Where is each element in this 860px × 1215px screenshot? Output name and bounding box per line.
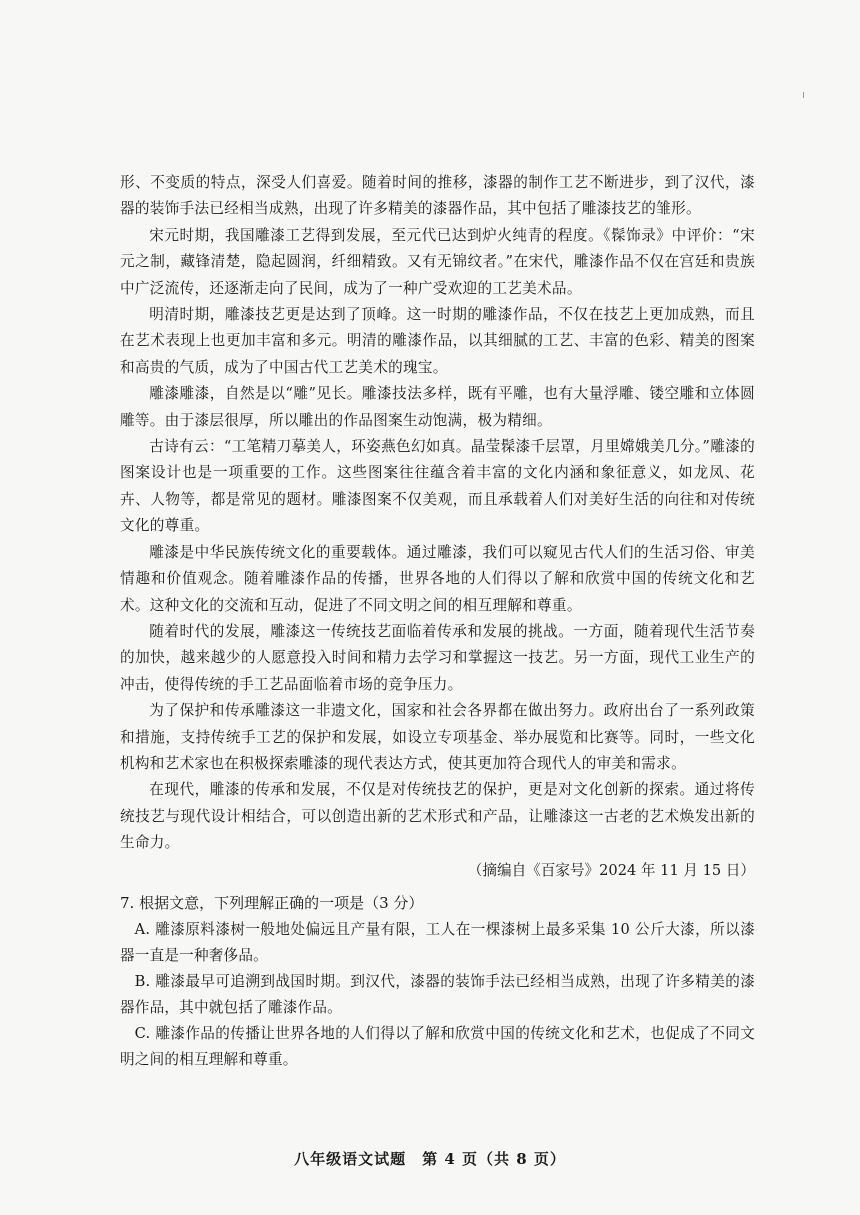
- main-content: [120, 170, 755, 1073]
- passage-paragraph: 形、不变质的特点，深受人们喜爱。随着时间的推移，漆器的制作工艺不断进步，到了汉代，漆器的装饰手法已经相当成熟，出现了许多精美的漆器作品，其中包括了雕漆技艺的雏形。: [120, 174, 755, 218]
- passage-paragraph: 随着时代的发展，雕漆这一传统技艺面临着传承和发展的挑战。一方面，随着现代生活节奏的加快，越来越少的人愿意投入时间和精力去学习和掌握这一技艺。另一方面，现代工业生产的冲击，使得传统的手工艺品面临着市场的竞争压力。: [120, 622, 755, 693]
- passage-paragraph: 明清时期，雕漆技艺更是达到了顶峰。这一时期的雕漆作品，不仅在技艺上更加成熟，而且在艺术表现上也更加丰富和多元。明清的雕漆作品，以其细腻的工艺、丰富的色彩、精美的图案和高贵的气质，成为了中国古代工艺美术的瑰宝。: [120, 306, 755, 376]
- passage-paragraph: 在现代，雕漆的传承和发展，不仅是对传统技艺的保护，更是对文化创新的探索。通过将传统技艺与现代设计相结合，可以创造出新的艺术形式和产品，让雕漆这一古老的艺术焕发出新的生命力。: [120, 781, 755, 852]
- option-c: C. 雕漆作品的传播让世界各地的人们得以了解和欣赏中国的传统文化和艺术，也促成了不同文明之间的相互理解和尊重。: [120, 1024, 755, 1068]
- reading-passage: [120, 170, 755, 885]
- option-a: A. 雕漆原料漆树一般地处偏远且产量有限，工人在一棵漆树上最多采集 10 公斤大漆，所以漆器一直是一种奢侈品。: [120, 920, 755, 964]
- passage-paragraph: 宋元时期，我国雕漆工艺得到发展，至元代已达到炉火纯青的程度。《髹饰录》中评价：“宋元之制，藏锋清楚，隐起圆润，纤细精致。又有无锦纹者。”在宋代，雕漆作品不仅在宫廷和贵族中广泛流传，还逐渐走向了民间，成为了一种广受欢迎的工艺美术品。: [120, 226, 755, 297]
- option-b: B. 雕漆最早可追溯到战国时期。到汉代，漆器的装饰手法已经相当成熟，出现了许多精美的漆器作品，其中就包括了雕漆作品。: [120, 972, 755, 1016]
- passage-paragraph: 雕漆雕漆，自然是以“雕”见长。雕漆技法多样，既有平雕，也有大量浮雕、镂空雕和立体圆雕等。由于漆层很厚，所以雕出的作品图案生动饱满，极为精细。: [120, 385, 755, 429]
- page-footer: 八年级语文试题 第 4 页（共 8 页）: [294, 1150, 566, 1168]
- passage-source: （摘编自《百家号》2024 年 11 月 15 日）: [467, 861, 755, 879]
- question-7: [120, 889, 755, 1073]
- passage-paragraph: 古诗有云：“工笔精刀摹美人，环姿燕色幻如真。晶莹髹漆千层罩，月里嫦娥美几分。”雕漆的图案设计也是一项重要的工作。这些图案往往蕴含着丰富的文化内涵和象征意义，如龙凤、花卉、人物等，都是常见的题材。雕漆图案不仅美观，而且承载着人们对美好生活的向往和对传统文化的尊重。: [120, 438, 755, 535]
- passage-paragraph: 雕漆是中华民族传统文化的重要载体。通过雕漆，我们可以窥见古代人们的生活习俗、审美情趣和价值观念。随着雕漆作品的传播，世界各地的人们得以了解和欣赏中国的传统文化和艺术。这种文化的交流和互动，促进了不同文明之间的相互理解和尊重。: [120, 543, 755, 614]
- question-stem: 7. 根据文意，下列理解正确的一项是（3 分）: [120, 893, 424, 912]
- passage-paragraph: 为了保护和传承雕漆这一非遗文化，国家和社会各界都在做出努力。政府出台了一系列政策和措施，支持传统手工艺的保护和发展，如设立专项基金、举办展览和比赛等。同时，一些文化机构和艺术家也在积极探索雕漆的现代表达方式，使其更加符合现代人的审美和需求。: [120, 702, 755, 772]
- scan-speck: [803, 92, 804, 98]
